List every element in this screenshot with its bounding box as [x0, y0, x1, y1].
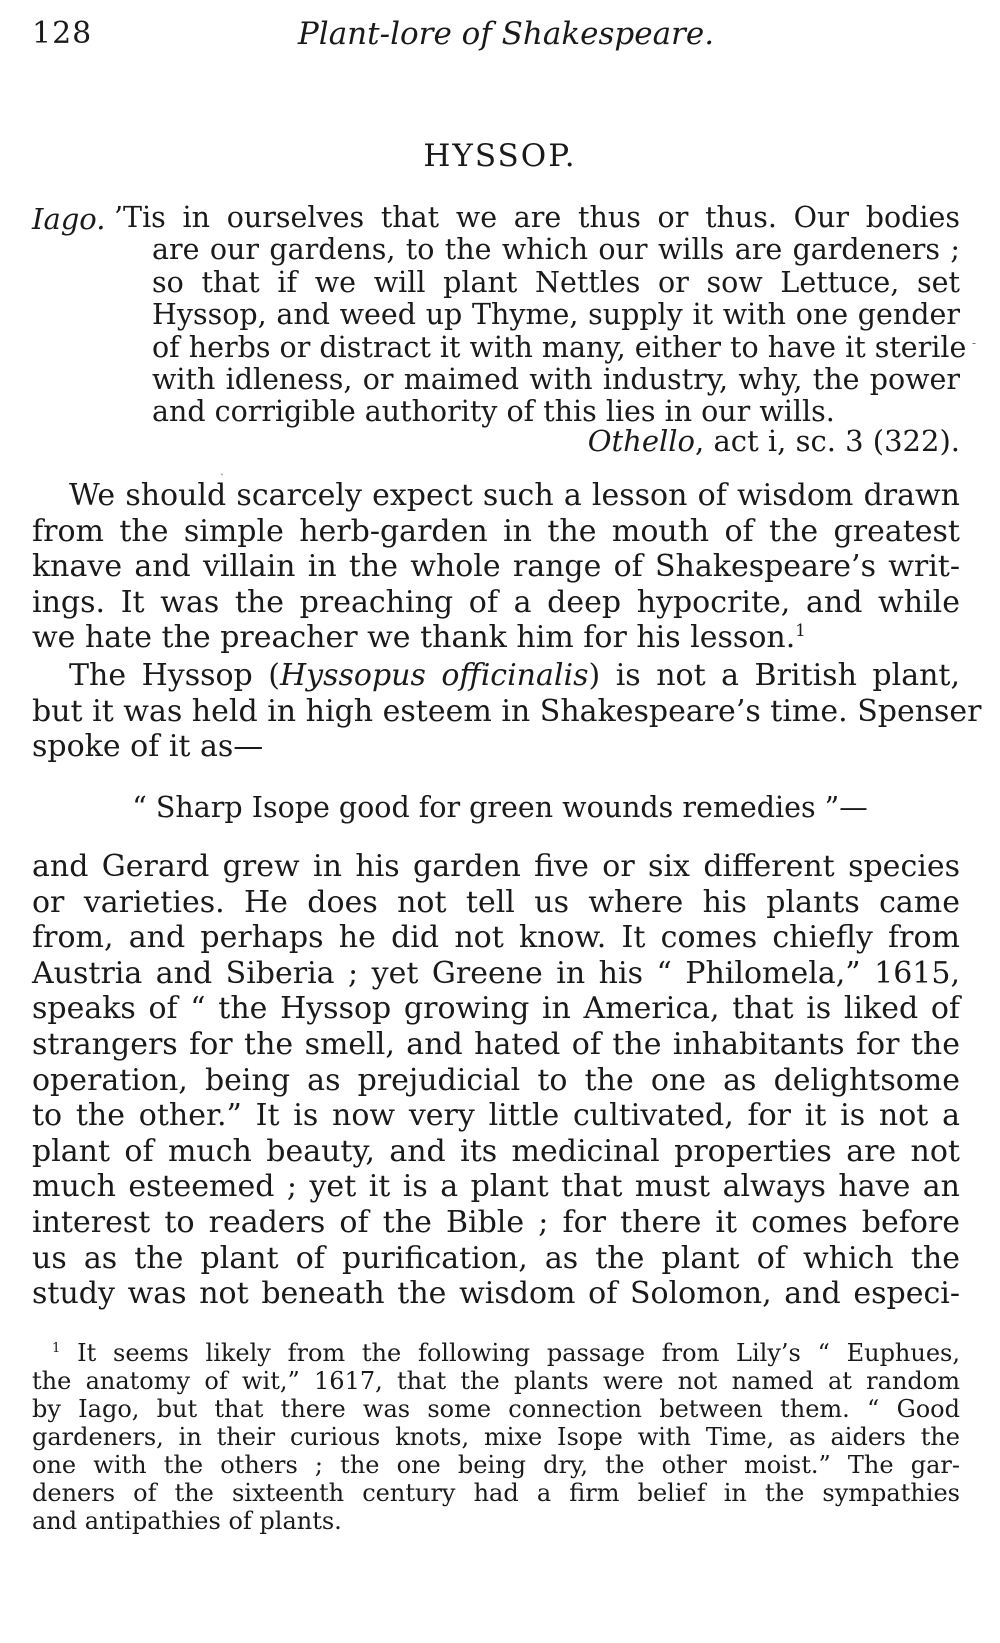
paragraph-2	[32, 658, 982, 765]
citation-reference: , act i, sc. 3 (322).	[695, 424, 960, 458]
footnote-line: and antipathies of plants.	[32, 1507, 342, 1535]
text-line	[32, 620, 960, 656]
quote-line: Hyssop, and weed up Thyme, supply it with one gender	[152, 298, 960, 332]
running-title: Plant-lore of Shakespeare.	[297, 16, 715, 52]
quote-citation	[588, 424, 960, 458]
citation-play: Othello	[587, 424, 696, 458]
footnote-line: the anatomy of wit,” 1617, that the plants were not named at random	[32, 1367, 960, 1395]
quote-line: are our gardens, to the which our wills are gardeners ;	[152, 233, 960, 267]
quote-lines	[114, 201, 967, 429]
section-title: HYSSOP.	[423, 138, 577, 174]
text-line: us as the plant of purification, as the plant of which the	[32, 1240, 960, 1276]
text-line: study was not beneath the wisdom of Solomon, and especi-	[32, 1276, 960, 1312]
footnote-text: It seems likely from the following passage from Lily’s “ Euphues,	[77, 1339, 960, 1367]
text-line: We should scarcely expect such a lesson of wisdom drawn	[69, 478, 960, 513]
quote-line: ’Tis in ourselves that we are thus or thus. Our bodies	[114, 201, 960, 234]
running-head	[32, 16, 940, 56]
text-line: plant of much beauty, and its medicinal properties are not	[32, 1133, 960, 1169]
text-line: operation, being as prejudicial to the one as delightsome	[32, 1062, 960, 1098]
text-line: much esteemed ; yet it is a plant that must always have an	[32, 1169, 960, 1205]
text-line-content: we hate the preacher we thank him for his lesson.	[32, 620, 796, 656]
text-line: or varieties. He does not tell us where his plants came	[32, 884, 960, 920]
footnote-line: one with the others ; the one being dry, the other moist.” The gar-	[32, 1451, 960, 1479]
text-line: ings. It was the preaching of a deep hypocrite, and while	[32, 584, 960, 620]
verse-quotation: “ Sharp Isope good for green wounds remedies ”—	[132, 791, 868, 824]
text-line: but it was held in high esteem in Shakespeare’s time. Spenser	[32, 693, 982, 729]
footnote-line: deners of the sixteenth century had a firm belief in the sympathies	[32, 1479, 960, 1507]
text-line: from, and perhaps he did not know. It comes chiefly from	[32, 920, 960, 956]
speaker-name: Iago.	[32, 202, 106, 236]
footnote-reference: 1	[795, 621, 806, 641]
print-speck: -	[972, 336, 977, 350]
text-line: knave and villain in the whole range of Shakespeare’s writ-	[32, 549, 960, 585]
quote-line: of herbs or distract it with many, either to have it sterile	[152, 330, 967, 364]
footnote-marker: 1	[52, 1341, 61, 1356]
quote-line: so that if we will plant Nettles or sow Lettuce, set	[152, 265, 960, 299]
footnote-line	[32, 1339, 960, 1367]
quote-line: with idleness, or maimed with industry, why, the power	[152, 363, 960, 397]
text-line: to the other.” It is now very little cultivated, for it is not a	[32, 1098, 960, 1134]
latin-name: Hyssopus officinalis	[279, 658, 589, 693]
text-line: speaks of “ the Hyssop growing in America, that is liked of	[32, 991, 960, 1027]
text-line: from the simple herb-garden in the mouth of the greatest	[32, 513, 960, 549]
footnote	[32, 1339, 960, 1535]
text-line: strangers for the smell, and hated of the inhabitants for the	[32, 1026, 960, 1062]
text-line: interest to readers of the Bible ; for there it comes before	[32, 1204, 960, 1240]
page-number: 128	[32, 16, 93, 51]
text-line: spoke of it as—	[32, 729, 264, 765]
footnote-line: gardeners, in their curious knots, mixe Isope with Time, as aiders the	[32, 1423, 960, 1451]
text-line: and Gerard grew in his garden five or six different species	[32, 849, 960, 884]
text-line: Austria and Siberia ; yet Greene in his “ Philomela,” 1615,	[32, 955, 960, 991]
print-speck: ˏ	[220, 462, 224, 476]
paragraph-3	[32, 849, 960, 1312]
text-line	[32, 658, 960, 694]
text-segment: ) is not a British plant,	[588, 658, 960, 693]
text-segment: The Hyssop (	[69, 658, 280, 693]
quote-line: and corrigible authority of this lies in our wills.	[152, 395, 835, 429]
paragraph-1	[32, 478, 960, 656]
footnote-line: by Iago, but that there was some connection between them. “ Good	[32, 1395, 960, 1423]
